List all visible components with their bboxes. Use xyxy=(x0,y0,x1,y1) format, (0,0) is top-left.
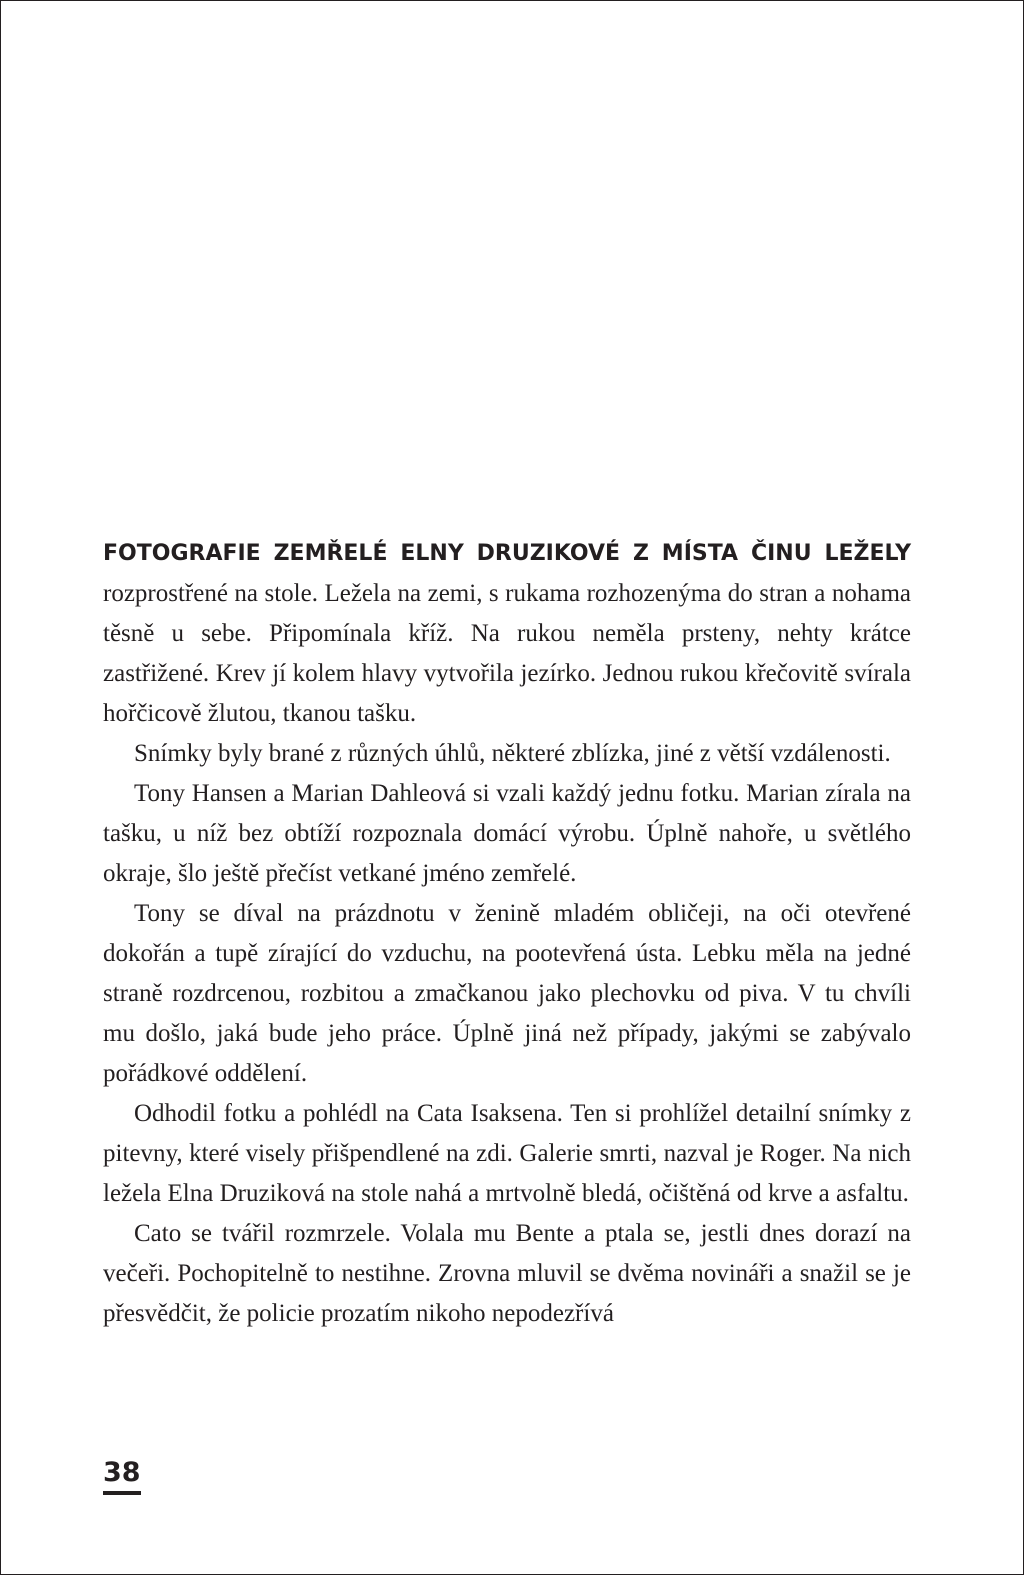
paragraph: Odhodil fotku a pohlédl na Cata Isaksena. Ten si prohlížel detailní snímky z pitevny, které visely přišpendlené na zdi. Galerie smrti, nazval je Roger. Na nich ležela Elna Druziková na stole nahá a mrtvolně bledá, očištěná od krve a asfaltu. xyxy=(103,1100,911,1207)
opening-paragraph xyxy=(103,533,911,734)
paragraph: Cato se tvářil rozmrzele. Volala mu Bente a ptala se, jestli dnes dorazí na večeři. Pochopitelně to nestihne. Zrovna mluvil se dvěma novináři a snažil se je přesvědčit, že policie prozatím nikoho nepodezřívá xyxy=(103,1220,911,1327)
paragraph-text: rozprostřené na stole. Ležela na zemi, s rukama rozhozenýma do stran a nohama těsně u sebe. Připomínala kříž. Na rukou neměla prsteny, nehty krátce zastřižené. Krev jí kolem hlavy vytvořila jezírko. Jednou rukou křečovitě svírala hořčicově žlutou, tkanou tašku. xyxy=(103,580,911,727)
page-number: 38 xyxy=(103,1456,141,1495)
paragraph: Snímky byly brané z různých úhlů, některé zblízka, jiné z větší vzdálenosti. xyxy=(134,740,891,767)
body-text xyxy=(103,533,911,1334)
paragraph: Tony se díval na prázdnotu v ženině mladém obličeji, na oči otevřené dokořán a tupě zírající do vzduchu, na pootevřená ústa. Lebku měla na jedné straně rozdrcenou, rozbitou a zmačkanou jako plechovku od piva. V tu chvíli mu došlo, jaká bude jeho práce. Úplně jiná než případy, jakými se zabývalo pořádkové oddělení. xyxy=(103,900,911,1087)
chapter-lead-in: FOTOGRAFIE ZEMŘELÉ ELNY DRUZIKOVÉ Z MÍSTA ČINU LEŽELY xyxy=(103,541,911,566)
paragraph: Tony Hansen a Marian Dahleová si vzali každý jednu fotku. Marian zírala na tašku, u níž bez obtíží rozpoznala domácí výrobu. Úplně nahoře, u světlého okraje, šlo ještě přečíst vetkané jméno zemřelé. xyxy=(103,780,911,887)
